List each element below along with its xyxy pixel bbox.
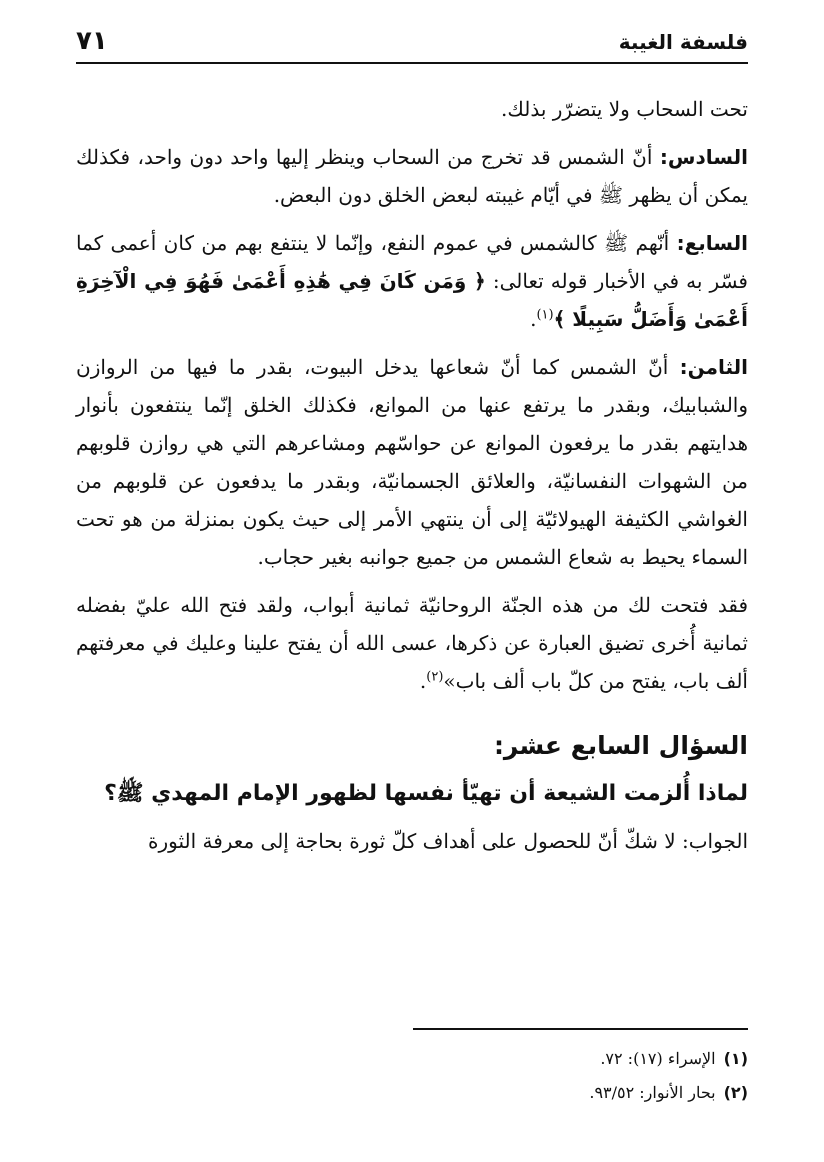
footnote-text: بحار الأنوار: ٩٣/٥٢. [589,1083,716,1102]
punctuation: . [530,307,537,331]
body-text [76,90,748,870]
answer-paragraph [76,822,748,860]
page-number: ٧١ [76,26,108,56]
footnotes [76,1042,748,1110]
paragraph [76,224,748,338]
footnote-number: (٢) [723,1083,748,1102]
paragraph [76,90,748,128]
section-heading: السؤال السابع عشر: [493,731,748,760]
footnote [76,1042,748,1076]
paragraph-text: أنّ الشمس قد تخرج من السحاب وينظر إليها واحد دون واحد، فكذلك يمكن أن يظهر ﷺ في أيّام غيبته لبعض الخلق دون البعض. [76,145,748,207]
paragraph-text: أنّ الشمس كما أنّ شعاعها يدخل البيوت، بقدر ما فيها من الروازن والشبابيك، وبقدر ما يرتفع عنها من الموانع، فكذلك الخلق إنّما ينتفعون بأنوار هدايتهم بقدر ما يرفعون الموانع عن حواسّهم ومشاعرهم التي هي روازن قلوبهم من الشهوات النفسانيّة، والعلائق الجسمانيّة، وبقدر ما يدفعون عن قلوبهم من الغواشي الكثيفة الهيولائيّة إلى أن ينتهي الأمر إلى حيث يكون بمنزلة من هو تحت السماء يحيط به شعاع الشمس من جميع جوانبه بغير حجاب. [76,355,749,569]
paragraph-text: أنّهم ﷺ كالشمس في عموم النفع، وإنّما لا ينتفع بهم من كان أعمى كما فسّر به في الأخبار قوله تعالى: [76,231,748,293]
page-header [76,28,748,64]
footnote-text: الإسراء (١٧): ٧٢. [600,1049,716,1068]
footnote [76,1076,748,1110]
running-title: فلسفة الغيبة [618,30,748,54]
paragraph-label: السابع: [676,231,748,255]
footnote-divider [413,1028,748,1030]
punctuation: . [419,669,427,693]
paragraph-label: الثامن: [679,355,748,379]
paragraph-text: فقد فتحت لك من هذه الجنّة الروحانيّة ثمانية أبواب، ولقد فتح الله عليّ بفضله ثمانية أُخرى تضيق العبارة عن ذكرها، عسى الله أن يفتح علينا وعليك في معرفتهم ألف باب، يفتح من كلّ باب ألف باب» [76,593,748,693]
footnote-number: (١) [723,1049,748,1068]
paragraph [76,138,748,214]
footnote-ref: (٢) [426,669,444,685]
paragraph-label: السادس: [659,145,748,169]
footnote-ref: (١) [536,307,554,323]
paragraph [76,348,748,576]
section-question: لماذا أُلزمت الشيعة أن تهيّأ نفسها لظهور الإمام المهدي ﷺ؟ [104,781,748,806]
answer-text: الجواب: لا شكّ أنّ للحصول على أهداف كلّ ثورة بحاجة إلى معرفة الثورة [147,829,748,853]
paragraph [76,586,748,700]
quran-verse: ﴿ وَمَن كَانَ فِي هَٰذِهِ أَعْمَىٰ فَهُوَ فِي الْآخِرَةِ أَعْمَىٰ وَأَضَلُّ سَبِيلًا ﴾ [76,269,748,331]
paragraph-text: تحت السحاب ولا يتضرّر بذلك. [501,97,748,121]
